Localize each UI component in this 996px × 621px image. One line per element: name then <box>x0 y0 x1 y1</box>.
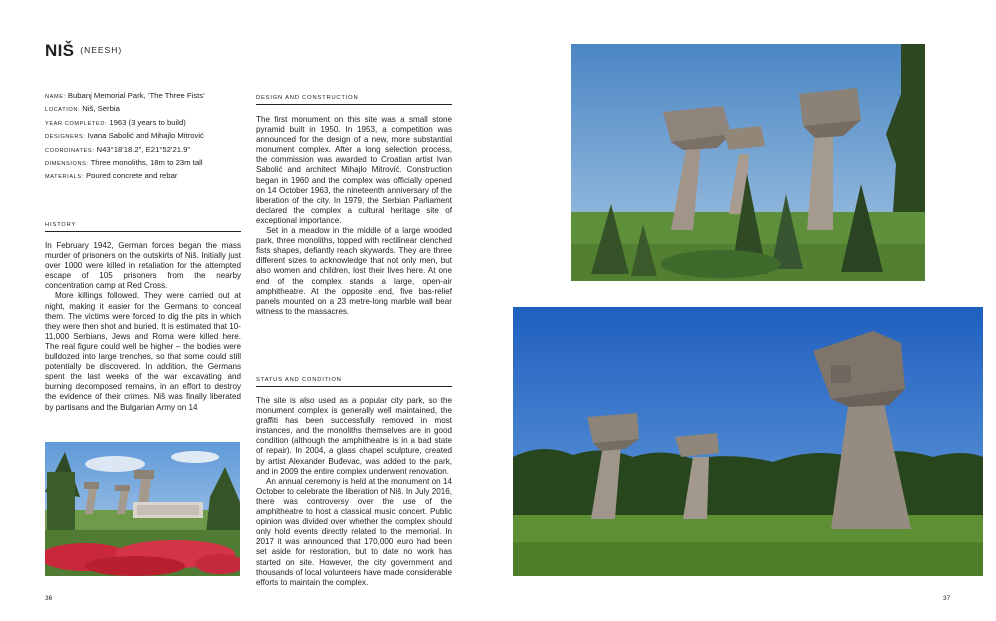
vintage-monument-photo <box>571 44 925 281</box>
design-text <box>256 115 452 367</box>
detail-materials: MATERIALS: Poured concrete and rebar <box>45 171 178 181</box>
status-text <box>256 396 452 621</box>
page-title <box>45 41 122 61</box>
design-paragraph: Set in a meadow in the middle of a large wooded park, three monoliths, topped with rectilinear clenched fists shapes, defiantly reach skywards. They are three different sizes to acknowledge that not only men, but also women and children, lost their lives here. At one end of the complex stands a large, open-air amphitheatre. At the opposite end, five bas-relief panels mounted on a 23 metre-long marble wall bear witness to the massacres. <box>256 226 452 316</box>
detail-location: LOCATION: Niš, Serbia <box>45 104 120 114</box>
detail-designers: DESIGNERS: Ivana Sabolić and Mihajlo Mitrović <box>45 131 204 141</box>
status-paragraph: An annual ceremony is held at the monument on 14 October to celebrate the liberation of Niš. In July 2016, there was controversy over the use of the amphitheatre to host a classical music concert. Public opinion was divided over whether the complex should only hold events directly related to the memorial. In 2017 it was announced that 170,000 euro had been set aside for restoration, but to date no work has started on site. However, the city government and thousands of local volunteers have made considerable efforts to maintain the complex. <box>256 476 452 587</box>
monument-details <box>45 90 245 184</box>
design-paragraph: The first monument on this site was a small stone pyramid built in 1950. In 1953, a competition was announced for the design of a new, more substantial monument complex. After a long selection process, the commission was awarded to Croatian artist Ivan Sabolić and architect Mihajlo Mitrović. Construction began in 1960 and the complex was officially opened on 14 October 1963, the nineteenth anniversary of the liberation of the city. In 1979, the Serbian Parliament declared the complex a cultural heritage site of exceptional importance. <box>256 115 452 225</box>
status-paragraph: The site is also used as a popular city park, so the monument complex is generally well maintained, the graffiti has been successfully removed in most instances, and the monoliths themselves are in good condition (although the amphitheatre is in a bad state of repair). In 2004, a glass chapel sculpture, created by artist Alexander Buđevac, was added to the park, and in 2009 the entire complex underwent renovation. <box>256 396 452 476</box>
right-page-number: 37 <box>943 595 951 602</box>
history-paragraph: More killings followed. They were carried out at night, making it easier for the Germans to conceal them. The victims were forced to dig the pits in which they were then shot and buried. It is estimated that 10-11,000 Serbians, Jews and Roma were killed here. The real figure could well be higher – the bodies were bulldozed into large trenches, so that some could still potentially be discovered. In addition, the Germans spent the last weeks of the war excavating and burning decomposed remains, in an effort to destroy the evidence of their crimes. Niš was finally liberated by partisans and the Bulgarian Army on 14 <box>45 291 241 412</box>
detail-dimensions: DIMENSIONS: Three monoliths, 18m to 23m tall <box>45 158 203 168</box>
left-page-number: 36 <box>45 595 53 602</box>
postcard-photo <box>45 442 240 576</box>
status-heading: STATUS AND CONDITION <box>256 377 452 387</box>
history-heading: HISTORY <box>45 222 241 232</box>
modern-monument-photo <box>513 307 983 576</box>
detail-year: YEAR COMPLETED: 1963 (3 years to build) <box>45 117 186 127</box>
detail-coordinates: COORDINATES: N43°18'18.2", E21°52'21.9" <box>45 144 191 154</box>
detail-name: NAME: Bubanj Memorial Park, ‘The Three Fists’ <box>45 91 205 100</box>
history-text <box>45 241 241 439</box>
title-text: NIŠ <box>45 41 75 60</box>
pronunciation: (NEESH) <box>80 45 123 55</box>
history-paragraph: In February 1942, German forces began the mass murder of prisoners on the outskirts of Niš. Initially just over 1000 were killed in retaliation for the attempted escape of 105 prisoners from the nearby concentration camp at Red Cross. <box>45 241 241 291</box>
design-heading: DESIGN AND CONSTRUCTION <box>256 95 452 105</box>
